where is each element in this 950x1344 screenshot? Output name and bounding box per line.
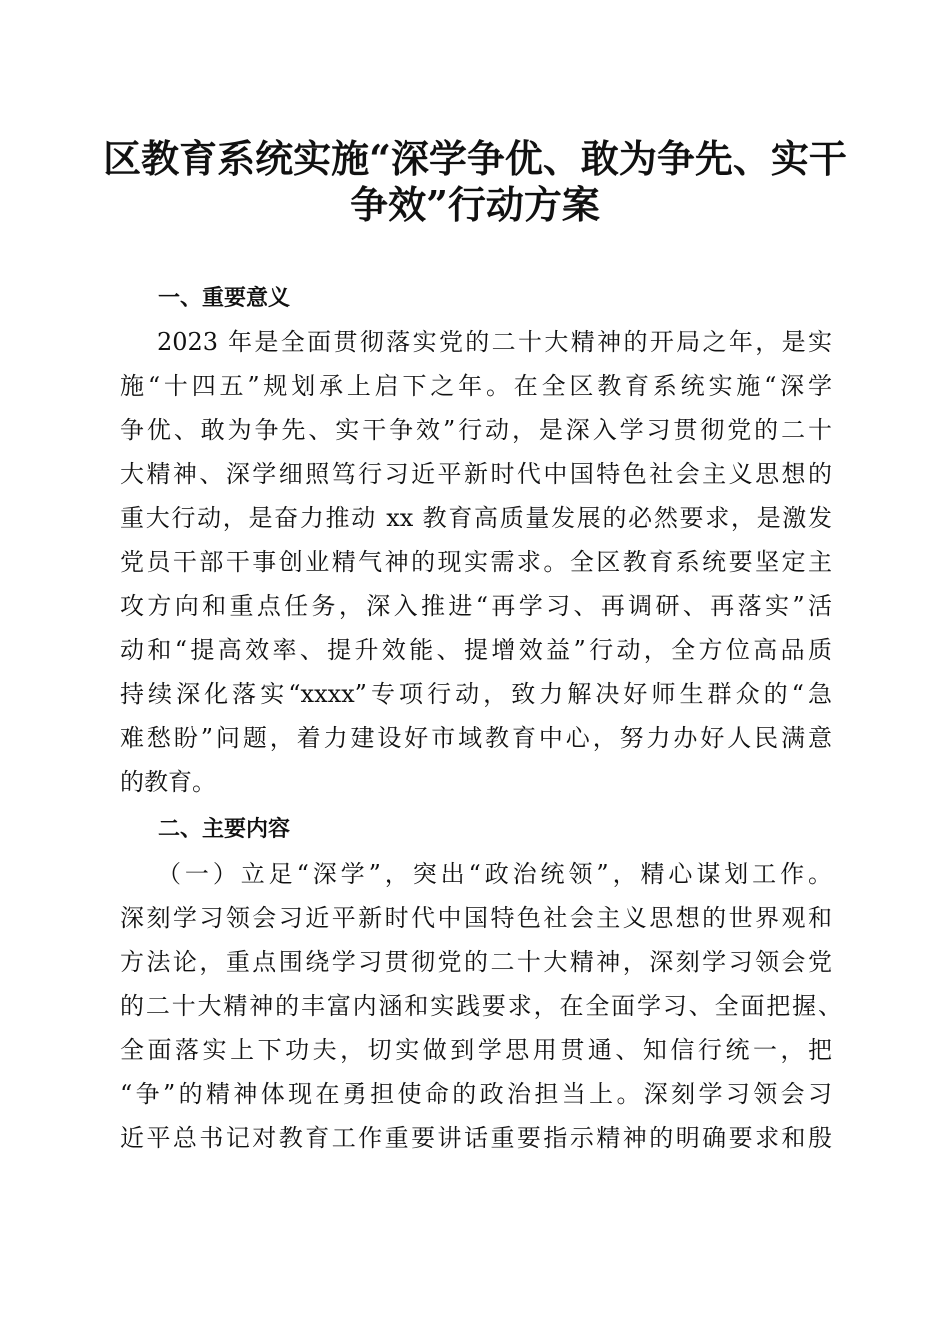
paragraph-line: 施“十四五”规划承上启下之年。在全区教育系统实施“深学	[120, 372, 832, 400]
paragraph-line: 争优、敢为争先、实干争效”行动，是深入学习贯彻党的二十	[120, 416, 832, 444]
paragraph-line: 大精神、深学细照笃行习近平新时代中国特色社会主义思想的	[120, 460, 832, 488]
paragraph-line: “争”的精神体现在勇担使命的政治担当上。深刻学习领会习	[120, 1080, 832, 1108]
document-title-line-1: 区教育系统实施“深学争优、敢为争先、实干	[103, 136, 847, 181]
subsection-1-heading: （一）立足“深学”，突出“政治统领”，精心谋划工作。	[157, 860, 832, 888]
paragraph-line: 动和“提高效率、提升效能、提增效益”行动，全方位高品质	[120, 636, 832, 664]
paragraph-line: 近平总书记对教育工作重要讲话重要指示精神的明确要求和殷	[120, 1124, 832, 1152]
paragraph-line: 重大行动，是奋力推动 xx 教育高质量发展的必然要求，是激发	[120, 504, 832, 532]
paragraph-line: 方法论，重点围绕学习贯彻党的二十大精神，深刻学习领会党	[120, 948, 832, 976]
document-title-line-2: 争效”行动方案	[350, 182, 600, 227]
paragraph-line: 难愁盼”问题，着力建设好市域教育中心，努力办好人民满意	[120, 724, 832, 752]
paragraph-line: 的教育。	[120, 768, 216, 796]
paragraph-line: 2023 年是全面贯彻落实党的二十大精神的开局之年，是实	[157, 328, 832, 356]
section-2-heading: 二、主要内容	[158, 817, 291, 842]
section-1-heading: 一、重要意义	[158, 286, 291, 311]
paragraph-line: 全面落实上下功夫，切实做到学思用贯通、知信行统一，把	[120, 1036, 832, 1064]
paragraph-line: 深刻学习领会习近平新时代中国特色社会主义思想的世界观和	[120, 904, 832, 932]
paragraph-line: 持续深化落实“xxxx”专项行动，致力解决好师生群众的“急	[120, 680, 832, 708]
paragraph-line: 党员干部干事创业精气神的现实需求。全区教育系统要坚定主	[120, 548, 832, 576]
paragraph-line: 的二十大精神的丰富内涵和实践要求，在全面学习、全面把握、	[120, 992, 842, 1020]
paragraph-line: 攻方向和重点任务，深入推进“再学习、再调研、再落实”活	[120, 592, 832, 620]
